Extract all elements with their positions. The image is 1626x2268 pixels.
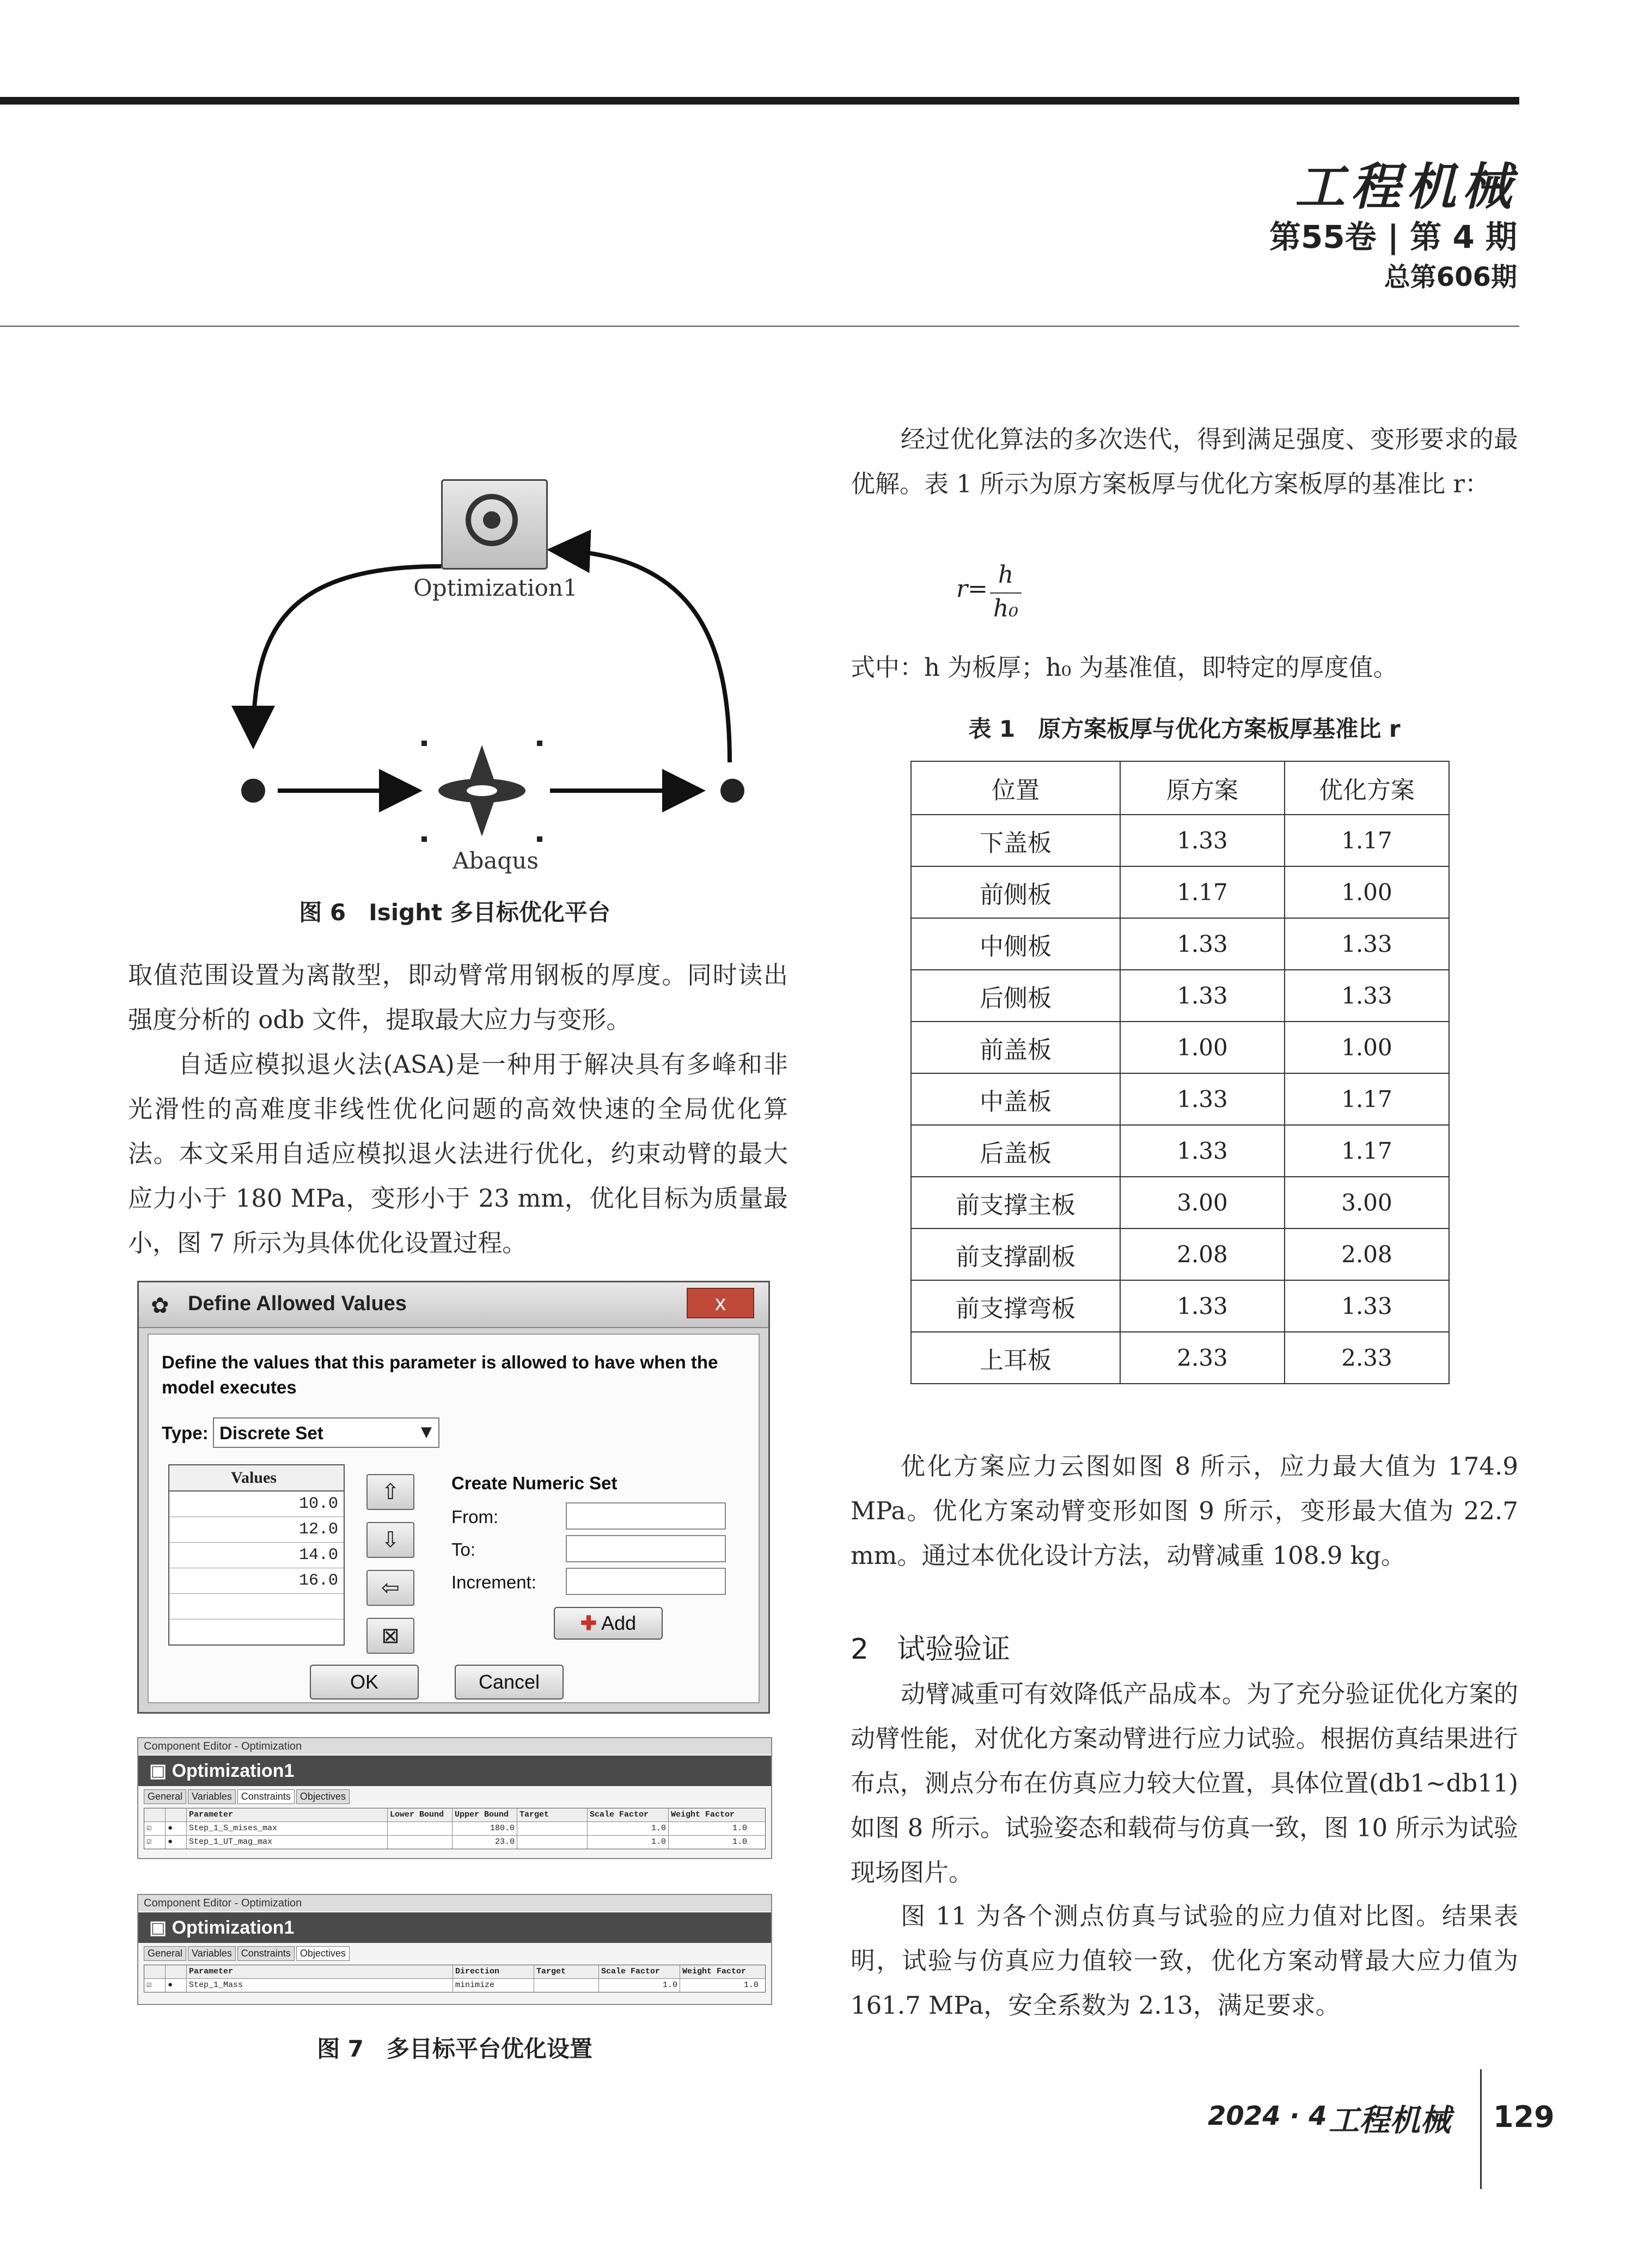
table-1 [910, 761, 1450, 1384]
values-row[interactable]: 14.0 [169, 1543, 344, 1568]
increment-field[interactable] [566, 1568, 726, 1595]
original-value-cell: 2.33 [1120, 1332, 1285, 1384]
original-value-cell: 2.08 [1120, 1228, 1285, 1280]
optimized-value-cell: 1.33 [1285, 918, 1449, 970]
table-row[interactable]: ☑ ● Step_1_S_mises_max 180.0 1.0 1.0 [144, 1822, 765, 1836]
values-table[interactable] [168, 1464, 345, 1646]
tab-general[interactable]: General [144, 1789, 186, 1804]
table-row [911, 1177, 1449, 1228]
dialog-title: Define Allowed Values [188, 1292, 407, 1315]
right-paragraph-3: 优化方案应力云图如图 8 所示，应力最大值为 174.9 MPa。优化方案动臂变形如图 9 所示，变形最大值为 22.7 mm。通过本优化设计方法，动臂减重 108.9 kg。 [851, 1452, 1518, 1570]
top-rule [0, 97, 1519, 105]
optimized-value-cell: 1.00 [1285, 1022, 1449, 1073]
position-cell: 后盖板 [911, 1125, 1120, 1177]
editor-heading: ▣ Optimization1 [138, 1912, 771, 1943]
section-heading: 2 试验验证 [851, 1633, 1011, 1666]
delete-icon: ⊠ [381, 1623, 400, 1648]
table-row [911, 1228, 1449, 1280]
values-row[interactable]: 10.0 [169, 1491, 344, 1517]
position-cell: 前侧板 [911, 866, 1120, 918]
start-node [241, 779, 265, 803]
editor-title: Component Editor - Optimization [138, 1895, 771, 1911]
original-value-cell: 1.17 [1120, 866, 1285, 918]
end-node [720, 779, 744, 803]
move-down-button[interactable] [366, 1522, 414, 1558]
table-row [911, 1332, 1449, 1384]
volume-issue: 第55卷 | 第 4 期 [1269, 218, 1517, 255]
editor-tabs [144, 1946, 351, 1961]
tab-objectives[interactable]: Objectives [296, 1789, 350, 1804]
type-select[interactable] [213, 1417, 439, 1448]
table-row[interactable]: ☑ ● Step_1_Mass minimize 1.0 1.0 [144, 1979, 765, 1992]
table-row [911, 918, 1449, 970]
position-cell: 上耳板 [911, 1332, 1120, 1384]
optimized-value-cell: 1.17 [1285, 1073, 1449, 1125]
optimized-value-cell: 2.08 [1285, 1228, 1449, 1280]
position-cell: 前盖板 [911, 1022, 1120, 1073]
tab-constraints[interactable]: Constraints [237, 1789, 295, 1804]
define-allowed-values-dialog [137, 1281, 770, 1714]
add-button[interactable] [554, 1607, 663, 1640]
editor-title: Component Editor - Optimization [138, 1738, 771, 1755]
tab-variables[interactable]: Variables [188, 1946, 236, 1961]
tab-general[interactable]: General [144, 1946, 186, 1961]
tab-variables[interactable]: Variables [188, 1789, 236, 1804]
left-paragraph-1: 取值范围设置为离散型，即动臂常用钢板的厚度。同时读出强度分析的 odb 文件，提取最大应力与变形。 [128, 961, 788, 1034]
abaqus-label: Abaqus [453, 847, 539, 874]
table-row [911, 1073, 1449, 1125]
increment-label: Increment: [451, 1572, 536, 1592]
position-cell: 中盖板 [911, 1073, 1120, 1125]
to-field[interactable] [566, 1535, 726, 1562]
arrow-down-icon: ⇩ [381, 1527, 400, 1552]
add-button-label: Add [601, 1612, 637, 1634]
abaqus-icon [438, 745, 525, 836]
values-row[interactable]: 16.0 [169, 1568, 344, 1594]
left-paragraph-2: 自适应模拟退火法(ASA)是一种用于解决具有多峰和非光滑性的高难度非线性优化问题的高效快速的全局优化算法。本文采用自适应模拟退火法进行优化，约束动臂的最大应力小于 180 MPa，变形小于 23 mm，优化目标为质量最小，图 7 所示为具体优化设置过程。 [128, 1050, 788, 1257]
table-1-caption: 表 1 原方案板厚与优化方案板厚基准比 r [968, 716, 1401, 742]
grid-header-row: Parameter Lower Bound Upper Bound Target Scale Factor Weight Factor [144, 1808, 765, 1822]
original-value-cell: 1.33 [1120, 1125, 1285, 1177]
row-checkbox[interactable]: ☑ [144, 1979, 166, 1992]
tab-objectives[interactable]: Objectives [296, 1946, 350, 1961]
optimization-label: Optimization1 [413, 574, 578, 601]
arrow-up-icon: ⇧ [381, 1480, 400, 1505]
cancel-button[interactable]: Cancel [455, 1665, 564, 1700]
move-up-button[interactable] [366, 1474, 414, 1510]
values-row[interactable] [169, 1594, 344, 1619]
table-row [911, 1280, 1449, 1332]
original-value-cell: 3.00 [1120, 1177, 1285, 1228]
dialog-prompt: Define the values that this parameter is allowed to have when the model executes [162, 1352, 718, 1397]
type-select-value: Discrete Set [219, 1423, 323, 1443]
ok-button[interactable]: OK [310, 1665, 419, 1700]
original-value-cell: 1.33 [1120, 1073, 1285, 1125]
right-paragraph-4: 动臂减重可有效降低产品成本。为了充分验证优化方案的动臂性能，对优化方案动臂进行应力试验。根据仿真结果进行布点，测点分布在仿真应力较大位置，具体位置(db1~db11)如图 8 所示。试验姿态和载荷与仿真一致，图 10 所示为试验现场图片。 [851, 1679, 1518, 1887]
editor-tabs [144, 1789, 351, 1804]
from-field[interactable] [566, 1502, 726, 1530]
values-row[interactable] [169, 1619, 344, 1645]
row-checkbox[interactable]: ☑ [144, 1836, 166, 1849]
plus-icon: ✚ [580, 1612, 597, 1634]
table-row [911, 1022, 1449, 1073]
optimized-value-cell: 3.00 [1285, 1177, 1449, 1228]
optimized-value-cell: 1.17 [1285, 815, 1449, 866]
position-cell: 下盖板 [911, 815, 1120, 866]
position-cell: 前支撑主板 [911, 1177, 1120, 1228]
journal-name: 工程机械 [1294, 157, 1517, 216]
original-value-cell: 1.33 [1120, 1280, 1285, 1332]
optimized-value-cell: 1.17 [1285, 1125, 1449, 1177]
right-paragraph-5: 图 11 为各个测点仿真与试验的应力值对比图。结果表明，试验与仿真应力值较一致，优化方案动臂最大应力值为 161.7 MPa，安全系数为 2.13，满足要求。 [851, 1902, 1518, 2020]
from-label: From: [451, 1507, 499, 1527]
row-checkbox[interactable]: ☑ [144, 1822, 166, 1835]
position-cell: 后侧板 [911, 970, 1120, 1022]
optimized-value-cell: 2.33 [1285, 1332, 1449, 1384]
optimized-value-cell: 1.33 [1285, 1280, 1449, 1332]
optimized-value-cell: 1.33 [1285, 970, 1449, 1022]
type-label: Type: [162, 1423, 209, 1443]
figure-7-caption: 图 7 多目标平台优化设置 [317, 2035, 592, 2062]
insert-button[interactable] [366, 1570, 414, 1606]
right-paragraph-2: 式中：h 为板厚；h₀ 为基准值，即特定的厚度值。 [851, 653, 1398, 682]
arrow-left-icon: ⇦ [381, 1575, 400, 1600]
figure-6 [229, 468, 762, 882]
total-issue: 总第606期 [1384, 262, 1517, 292]
position-cell: 前支撑副板 [911, 1228, 1120, 1280]
page-number: 129 [1493, 2100, 1555, 2134]
values-row[interactable]: 12.0 [169, 1517, 344, 1543]
objectives-grid [144, 1965, 766, 1992]
table-header-row: 位置 原方案 优化方案 [911, 761, 1449, 815]
create-numeric-set-label: Create Numeric Set [451, 1473, 618, 1493]
original-value-cell: 1.00 [1120, 1022, 1285, 1073]
to-label: To: [451, 1539, 476, 1560]
editor-heading: ▣ Optimization1 [138, 1756, 771, 1786]
close-button[interactable]: x [687, 1288, 754, 1318]
grid-header-row: Parameter Direction Target Scale Factor Weight Factor [144, 1965, 765, 1979]
footer-divider [1480, 2069, 1482, 2189]
table-row [911, 815, 1449, 866]
footer-journal: 工程机械 [1329, 2102, 1451, 2138]
table-row[interactable]: ☑ ● Step_1_UT_mag_max 23.0 1.0 1.0 [144, 1836, 765, 1849]
dialog-body [148, 1334, 760, 1703]
right-paragraph-1: 经过优化算法的多次迭代，得到满足强度、变形要求的最优解。表 1 所示为原方案板厚与优化方案板厚的基准比 r： [851, 425, 1518, 498]
dialog-titlebar [139, 1282, 768, 1328]
optimized-value-cell: 1.00 [1285, 866, 1449, 918]
component-editor-objectives [137, 1894, 772, 2005]
original-value-cell: 1.33 [1120, 815, 1285, 866]
table-row [911, 1125, 1449, 1177]
footer-year: 2024 · 4 [1208, 2101, 1327, 2131]
tab-constraints[interactable]: Constraints [237, 1946, 295, 1961]
header-divider [0, 326, 1519, 327]
position-cell: 中侧板 [911, 918, 1120, 970]
position-cell: 前支撑弯板 [911, 1280, 1120, 1332]
figure-6-caption: 图 6 Isight 多目标优化平台 [299, 899, 610, 926]
original-value-cell: 1.33 [1120, 970, 1285, 1022]
delete-button[interactable] [366, 1618, 414, 1654]
original-value-cell: 1.33 [1120, 918, 1285, 970]
optimization-node [441, 479, 548, 570]
constraints-grid [144, 1808, 766, 1849]
table-row [911, 970, 1449, 1022]
table-row [911, 866, 1449, 918]
component-editor-constraints [137, 1737, 772, 1859]
dialog-app-icon: ✿ [151, 1293, 169, 1318]
chevron-down-icon: ▼ [421, 1424, 432, 1440]
values-header: Values [169, 1465, 344, 1491]
